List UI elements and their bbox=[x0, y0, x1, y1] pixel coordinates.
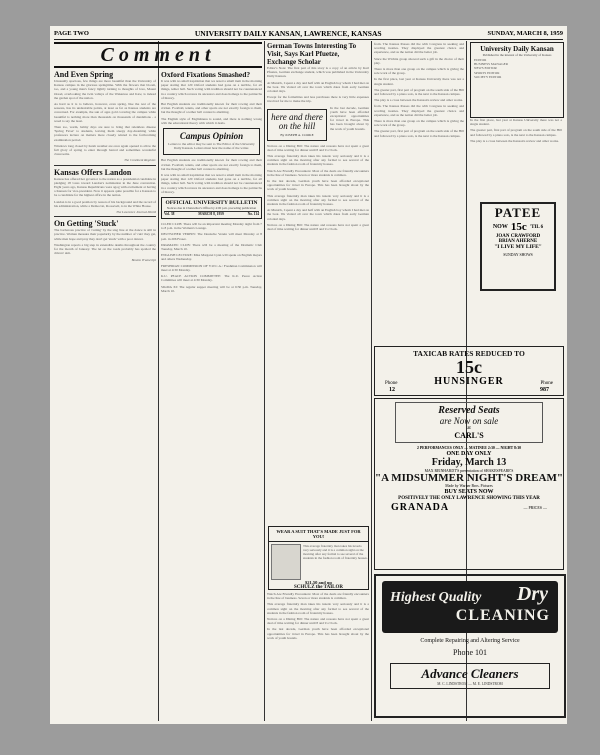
masthead-box bbox=[470, 42, 564, 118]
editorial-paragraph: As hard as it is to believe, however, even spring, like the rest of the seasons, has its undesirable points, at least as far as Kansas students are concerned. For example, the sun of ages gold covering the campus while beautiful is nothing more than thousands on thousands of dandelions - a weed to say the least. bbox=[54, 102, 156, 123]
cleaning-highest-quality: Highest Quality bbox=[390, 590, 482, 605]
patee-now: NOW bbox=[492, 224, 508, 230]
reserved-seats-sale: are Now on sale bbox=[439, 416, 499, 426]
bulletin-notice: K.U. PEACE ACTION COMMITTEE: The K.U. Peace Action Committee will meet at 4:30 Monday. bbox=[161, 274, 262, 283]
bulletin-title: OFFICIAL UNIVERSITY BULLETIN bbox=[165, 200, 258, 207]
header-masthead: UNIVERSITY DAILY KANSAN, LAWRENCE, KANSAS bbox=[194, 28, 382, 38]
editorial-headline: Oxford Fixations Smashed? bbox=[161, 70, 251, 79]
bulletin-date: MARCH 8, 1959 bbox=[198, 212, 224, 217]
patee-price: 15c bbox=[510, 221, 527, 233]
article-paragraph: In the last decade, German youth have been afforded exceptional opportunities for travel in Europe. This has been brought about by the work of youth hostels. bbox=[330, 105, 369, 131]
article-paragraph: Notices on a Dining Bill: The nature and reasons have not spent a great deal of time waiting for dinner until 8 and 9 o'clock. bbox=[267, 222, 369, 232]
suit-figure-illustration bbox=[271, 544, 301, 580]
masthead-staff-line: SOCIETY EDITOR bbox=[474, 74, 502, 79]
article-paragraph: Notices on a Dining Bill: The nature and reasons have not spent a great deal of time waiting for dinner until 8 and 9 o'clock. bbox=[267, 143, 369, 152]
bulletin-notice: SIGMA XI: The regular supper meeting will be at 6:30 p.m. Tuesday, March 10. bbox=[161, 284, 262, 293]
cleaning-word: CLEANING bbox=[455, 607, 550, 624]
editorial-paragraph: The barbarous practice of 'cutting' by the stag line at the dance is still in practice. Women measure their popularity by the number of 'cuts' they get, while men hope and pray they don't get 'stuck' with a poor dancer. bbox=[54, 228, 156, 241]
editorial-paragraph: It was with no small trepidation that we noted a small item in the morning paper stating that 120 Oxford students had gone on a terrible, for all things, tether ball. Such voting with tradition should not be countenanced in a country which reveres its ancestors and does homage to the patriarchs of history. bbox=[161, 79, 262, 100]
article-paragraph: from. The Kansas Passes did the with Congress in seeking and wording treaties. They displayed the greatest choice and experience, and as the nation did the better job. bbox=[374, 104, 464, 117]
header-page-number: PAGE TWO bbox=[54, 29, 89, 37]
article-paragraph: The greater part, first part of program on the south side of the Hill and followed by a piano solo, is the next to the Kansan campus. bbox=[374, 129, 464, 138]
warner-credit: Made by Warner Bros. Pictures bbox=[445, 484, 493, 488]
patee-title: PATEE bbox=[494, 205, 542, 220]
comment-banner-title: Comment bbox=[100, 43, 216, 66]
article-paragraph: At Munich, I spent a day and half with an English boy whom I had met on the boat. We visited all over the town which dates from early German colonial days. bbox=[267, 80, 369, 94]
editorial-headline: On Getting 'Stuck' bbox=[54, 219, 119, 229]
article-paragraph: The greater part, first part of program on the south side of the Hill and followed by a piano solo, is the next to the Kansan campus. bbox=[374, 87, 464, 97]
ticket-prices-label: — PRICES — bbox=[523, 505, 547, 510]
taxi-phone-label: Phone bbox=[540, 381, 553, 386]
taxicab-advertisement bbox=[374, 346, 564, 396]
patee-till: 'TIL 6 bbox=[529, 224, 544, 230]
header-rule bbox=[54, 39, 563, 40]
article-paragraph: Since the Wichita group showed such a gift in the choice of their play. bbox=[374, 56, 464, 65]
campus-opinion-box bbox=[163, 128, 260, 155]
here-and-there-byline: By JOSEPH A. COOKE bbox=[280, 132, 314, 137]
bulletin-number: No. 114 bbox=[247, 212, 259, 217]
bulletin-notice: DRAMATIC CLUB: There will be a meeting of the Dramatic Club Tuesday, March 10. bbox=[161, 242, 262, 252]
play-title: "A MIDSUMMER NIGHT'S DREAM" bbox=[375, 472, 563, 484]
bulletin-dateline bbox=[164, 211, 259, 216]
only-showing-notice: POSITIVELY THE ONLY LAWRENCE SHOWING THIS YEAR bbox=[398, 496, 540, 501]
masthead-title: University Daily Kansan bbox=[480, 45, 554, 53]
article-paragraph: Notices on a Dining Bill: The nature and reasons have not spent a great deal of time waiting for dinner until 8 and 9 o'clock. bbox=[267, 617, 369, 626]
editorial-paragraph: The English style of Englishness is sound, and there is nothing wrong with the educational theory with which it deals. bbox=[161, 116, 262, 125]
article-paragraph: At Munich, I spent a day and half with an English boy whom I had met on the boat. We visited all over the town which dates from early German colonial days. bbox=[267, 208, 369, 221]
patee-film: "I LIVE MY LIFE" bbox=[494, 244, 542, 250]
newspaper-page bbox=[50, 26, 567, 724]
page-header bbox=[54, 28, 563, 38]
article-paragraph: This average fraternity man takes his tuxedo very seriously and it is a common sight on the morning after any formal to see several of the students in the fashion room of fraternity houses. bbox=[267, 154, 369, 167]
article-paragraph: In the first place, last year at Kansas University there was not a single student. bbox=[374, 77, 464, 86]
tailor-ad-copy: This average fraternity man takes his tuxedo very seriously and it is a common sight on the morning after any formal to see several of the students in the fashion room of fraternity houses. bbox=[303, 544, 368, 560]
patee-theater-advertisement bbox=[480, 202, 556, 291]
taxi-company-name: HUNSINGER bbox=[434, 376, 504, 387]
advance-logo-box bbox=[390, 663, 550, 689]
one-day-only: ONE DAY ONLY bbox=[446, 451, 492, 457]
campus-opinion-note: Letters to the editor may be sent to The Editor of the University Daily Kansan. Letters must bear the name of the writer. bbox=[168, 142, 255, 151]
official-bulletin-box bbox=[161, 197, 262, 219]
article-paragraph: Except for the formalities and less purchases there is very little expenses involved for me to make the trip. bbox=[267, 95, 369, 104]
editorial-paragraph: Landon is in a good position by reason of his background and the record of his administration, while a Democrat, Roosevelt, is in the White House. bbox=[54, 199, 156, 208]
show-date: Friday, March 13 bbox=[431, 457, 507, 468]
bulletin-notice: ENGLISH LECTURE: Miss Margaret Lynn will speak on English majors and others Wednesday. bbox=[161, 253, 262, 262]
patee-sunday: SUNDAY SHOWS bbox=[503, 253, 533, 257]
performance-times: 2 PERFORMANCES ONLY — MATINEE 2:30 — NIGHT 8:30 bbox=[417, 446, 521, 450]
editorial-paragraph: But English students are traditionally known for their rowing and their cricket. Football, tennis, and other sports are not exactly foreign to them, but the thought of a tether ball contest is alarming. bbox=[161, 158, 262, 171]
bulletin-notice: CO-ED CLUB: There will be an important meeting Monday night from 7 to 8 p.m. in the Women's Lounge. bbox=[161, 222, 262, 231]
bulletin-volume: Vol. 38 bbox=[164, 212, 175, 217]
comment-banner bbox=[54, 42, 262, 68]
cleaners-phone: Phone 101 bbox=[453, 648, 487, 657]
column-rule bbox=[264, 41, 265, 721]
article-paragraph: There is more than one group on the campus which is giving the sole work of the group. bbox=[374, 119, 464, 128]
editorial-paragraph: Unusually spacious, few things are more beautiful than the University of Kansas campus in the glorious springtime. With the flowers that bloom, too, and a young man's fancy lightly turning to thoughts of love, Mount Oread, overlooking the twin valleys of the Wakarusa and Kaw, is indeed the garden spot of the nation. bbox=[54, 79, 156, 100]
cleaning-dry: Dry bbox=[516, 583, 548, 605]
reinhardt-presents: MAX REINHARDT'S presentation of SHAKESPEARE'S bbox=[424, 469, 514, 473]
campus-opinion-title: Campus Opinion bbox=[179, 131, 244, 142]
advance-cleaners-advertisement bbox=[374, 574, 566, 718]
taxi-phone-label: Phone bbox=[385, 381, 398, 386]
taxi-price: 15c bbox=[456, 357, 482, 377]
masthead-subtitle: Published in the interest of the University of Kansas bbox=[482, 53, 552, 57]
masthead-staff-line: SPORTS EDITOR bbox=[474, 70, 500, 75]
cleaning-banner bbox=[382, 581, 558, 633]
reserved-seats-title: Reserved Seats bbox=[438, 405, 500, 416]
tailor-ad-price: $21.50 and up bbox=[305, 580, 332, 585]
here-and-there-box bbox=[267, 109, 327, 141]
column-1 bbox=[54, 70, 156, 720]
editorial-headline: And Even Spring bbox=[54, 70, 114, 79]
editorial-signature: Boston Transcript bbox=[131, 257, 156, 262]
editorial-paragraph: Windows long closed by harsh weather are once again opened to allow the full glory of spring to enter through barred and sometimes wonderful classrooms. bbox=[54, 143, 156, 157]
editorial-signature: The Lawrence Journal-World bbox=[116, 210, 156, 215]
editorial-paragraph: But English students are traditionally known for their rowing and their cricket. Football, tennis, and other sports are not exactly foreign to them, but the thought of a tether ball contest is alarming. bbox=[161, 102, 262, 115]
column-3-lower bbox=[267, 592, 369, 720]
buy-seats-now: BUY SEATS NOW bbox=[444, 489, 494, 495]
masthead-staff-line: BUSINESS MANAGER bbox=[474, 62, 509, 67]
column-4 bbox=[374, 42, 464, 337]
header-date: SUNDAY, MARCH 8, 1959 bbox=[487, 29, 563, 37]
article-paragraph: This average fraternity man takes his tuxedo very seriously and it is a common sight on the morning after any formal to see several of the students in the fashion room of fraternity houses. bbox=[267, 193, 369, 207]
article-paragraph: There is more than one group on the campus which is giving the sole work of the group. bbox=[374, 67, 464, 76]
bulletin-notice: DEUTSCHER VEREIN: The Deutsche Verein will meet Monday at 8 p.m. in 206 Fraser. bbox=[161, 232, 262, 241]
column-rule bbox=[371, 41, 372, 721]
section-divider bbox=[54, 216, 156, 217]
taxi-phone-number: 987 bbox=[540, 387, 549, 393]
article-paragraph: The play is a cross between the Kansan's review and other works. bbox=[374, 98, 463, 103]
article-paragraph: In the first place, last year at Kansas University there was not a single student. bbox=[470, 118, 562, 127]
editorial-signature: The Continent Register. bbox=[124, 158, 156, 163]
taxi-headline: TAXICAB RATES REDUCED TO bbox=[413, 349, 525, 358]
editorial-paragraph: Then too, warm, balmy days are sure to bring that relentless disease 'Spring Fever' to students, leaving them sleepy day-dreaming while professors lecture on matters more closely related to the forthcoming examination period. bbox=[54, 125, 156, 142]
tailor-ad-headline: WEAR A SUIT THAT'S MADE JUST FOR YOU! bbox=[269, 527, 368, 542]
advance-owners: M. C. LINDSTROM — M. E. LINDSTROM bbox=[437, 682, 503, 686]
article-paragraph: In the last decade, German youth have been afforded exceptional opportunities for travel in Europe. This has been brought about by the work of youth hostels. bbox=[267, 627, 369, 640]
tailor-ad-name: SCHULZ the TAILOR bbox=[294, 585, 343, 590]
column-rule bbox=[158, 41, 159, 721]
bulletin-notice: FRESHMAN COMMISSION OF Y.W.C.A.: Freshman Commission will meet at 4:30 Monday. bbox=[161, 263, 262, 272]
bulletin-subtitle: Notices due in Chancellor's Office by 4:00 p.m. preceding publication bbox=[166, 206, 257, 211]
section-divider bbox=[54, 165, 156, 166]
masthead-staff-line: NEWS EDITOR bbox=[474, 66, 497, 71]
editorial-headline: Kansas Offers Landon bbox=[54, 167, 132, 177]
editorial-paragraph: It was with no small trepidation that we noted a small item in the morning paper stating that 120 Oxford students had gone on a terrible, for all things, tether ball. Such voting with tradition should not be countenanced in a country which reveres its ancestors and does homage to the patriarchs of history. bbox=[161, 173, 262, 194]
article-paragraph: This average fraternity man takes his tuxedo very seriously and it is a common sight on the morning after any formal to see several of the students in the fashion room of fraternity houses. bbox=[267, 602, 369, 615]
patee-costar: BRIAN AHERNE bbox=[498, 239, 538, 244]
article-headline: German Towns Interesting To Visit, Says Karl Pfuetze, Exchange Scholar bbox=[267, 42, 357, 66]
repair-service: Complete Repairing and Altering Service bbox=[420, 638, 520, 644]
reserved-seats-at: at bbox=[467, 426, 471, 431]
here-and-there-title: here and there on the hill bbox=[271, 111, 323, 131]
column-2 bbox=[161, 70, 262, 720]
article-paragraph: Watch Are Friendly Encounters: Most of the deals are friendly encounters in the line of business. Seven or more students is common. bbox=[267, 168, 369, 177]
article-paragraph: The play is a cross between the Kansan's review and other works. bbox=[470, 138, 559, 143]
masthead-staff-line: EDITOR bbox=[474, 58, 487, 62]
advance-cleaners-name: Advance Cleaners bbox=[421, 666, 519, 681]
tailor-advertisement bbox=[268, 526, 369, 590]
patee-star: JOAN CRAWFORD bbox=[495, 234, 541, 239]
column-5-text bbox=[470, 118, 562, 198]
article-paragraph: from. The Kansas Passes did the with Congress in seeking and wording treaties. They displayed the greatest choice and experience, and as the nation did the better job. bbox=[374, 42, 464, 55]
article-paragraph: Editor's Note: The first part of this story is a copy of an article by Karl Pfuetze, German exchange student, which was published in the University Daily Kansan. bbox=[267, 66, 369, 79]
article-paragraph: The greater part, first part of program on the south side of the Hill and followed by a piano solo, is the next to the Kansan campus. bbox=[470, 128, 562, 137]
editorial-paragraph: Kansas has offered her governor to the nation as a presidential candidate in pledging 18 votes toward Landon's nomination in the June convention. Eight years ago, Kansas Republicans were agog with excitement at having a Kansan for vice-president. Now it appears quite possible for a Kansan to be a candidate for the highest office in the nation. bbox=[54, 176, 156, 198]
taxi-phone-number: 12 bbox=[389, 387, 395, 393]
article-paragraph: In the last decade, German youth have been afforded exceptional opportunities for travel in Europe. This has been brought about by the work of youth hostels. bbox=[267, 179, 369, 192]
midsummer-night-dream-advertisement bbox=[374, 398, 564, 570]
editorial-paragraph: Washington reports a big step in extensible deaths throughout the country for the month of January. The let on the roads probably has spoiled the drivers' aim. bbox=[54, 242, 156, 256]
article-paragraph: Watch Are Friendly Encounters: Most of the deals are friendly encounters in the line of business. Seven or more students is common. bbox=[267, 592, 369, 601]
granada-theater: GRANADA bbox=[391, 502, 450, 513]
carls-store-name: CARL'S bbox=[454, 431, 484, 440]
